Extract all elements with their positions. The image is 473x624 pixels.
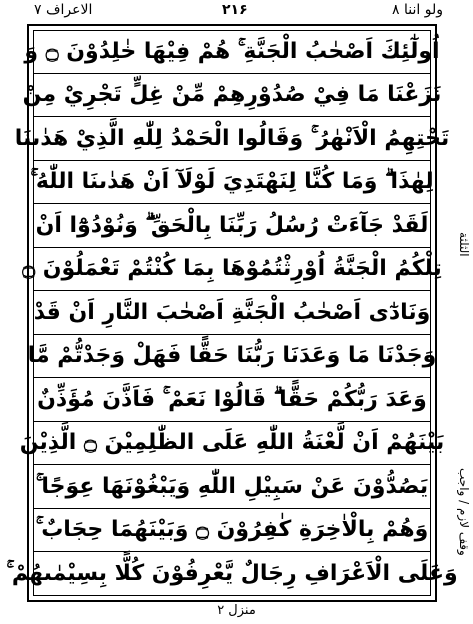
text-line: وَنَادٰٓى اَصْحٰبُ الْجَنَّةِ اَصْحٰبَ النَّارِ اَنْ قَدْ xyxy=(33,291,431,335)
text-line: وَجَدْنَا مَا وَعَدَنَا رَبُّنَا حَقًّا فَهَلْ وَجَدْتُّمْ مَّا xyxy=(33,335,431,379)
page-header xyxy=(0,0,473,22)
margin-note-ruku: الثلثة xyxy=(457,232,471,257)
text-line: وَهُمْ بِالْاٰخِرَةِ كٰفِرُوْنَ ۝ وَبَيْنَهُمَا حِجَابٌ ۚ xyxy=(33,509,431,553)
page-number: ۲۱۶ xyxy=(222,2,248,18)
text-line: نَزَعْنَا مَا فِيْ صُدُوْرِهِمْ مِّنْ غِلٍّ تَجْرِيْ مِنْ xyxy=(33,74,431,118)
margin-note-waqf: وقف لازم / واجب xyxy=(457,468,471,556)
surah-name: الاعراف ۷ xyxy=(34,2,93,18)
text-line: لَقَدْ جَآءَتْ رُسُلُ رَبِّنَا بِالْحَقِّ ۗ وَنُوْدُوْٓا اَنْ xyxy=(33,204,431,248)
text-line: وَعَلَى الْاَعْرَافِ رِجَالٌ يَّعْرِفُوْنَ كُلًّا بِسِيْمٰىهُمْ ۚ xyxy=(6,561,458,587)
text-line: يَصُدُّوْنَ عَنْ سَبِيْلِ اللّٰهِ وَيَبْغُوْنَهَا عِوَجًا ۚ xyxy=(33,465,431,509)
text-line: اُولٰٓئِكَ اَصْحٰبُ الْجَنَّةِ ۚ هُمْ فِيْهَا خٰلِدُوْنَ ۝ وَ xyxy=(33,30,431,74)
juz-name: ولو اننا ۸ xyxy=(392,2,443,18)
text-line: وَعَدَ رَبُّكُمْ حَقًّا ۗ قَالُوْا نَعَمْ ۚ فَاَذَّنَ مُؤَذِّنٌ xyxy=(33,378,431,422)
text-line: بَيْنَهُمْ اَنْ لَّعْنَةُ اللّٰهِ عَلَى الظّٰلِمِيْنَ ۝ الَّذِيْنَ xyxy=(33,422,431,466)
manzil-footer: منزل ۲ xyxy=(217,603,256,618)
text-block xyxy=(6,30,458,596)
text-line: تَحْتِهِمُ الْاَنْهٰرُ ۚ وَقَالُوا الْحَمْدُ لِلّٰهِ الَّذِيْ هَدٰىنَا xyxy=(33,117,431,161)
text-line: لِهٰذَا ۗ وَمَا كُنَّا لِنَهْتَدِيَ لَوْلَآ اَنْ هَدٰىنَا اللّٰهُ ۚ xyxy=(33,161,431,205)
text-line: تِلْكُمُ الْجَنَّةُ اُوْرِثْتُمُوْهَا بِمَا كُنْتُمْ تَعْمَلُوْنَ ۝ xyxy=(33,248,431,292)
